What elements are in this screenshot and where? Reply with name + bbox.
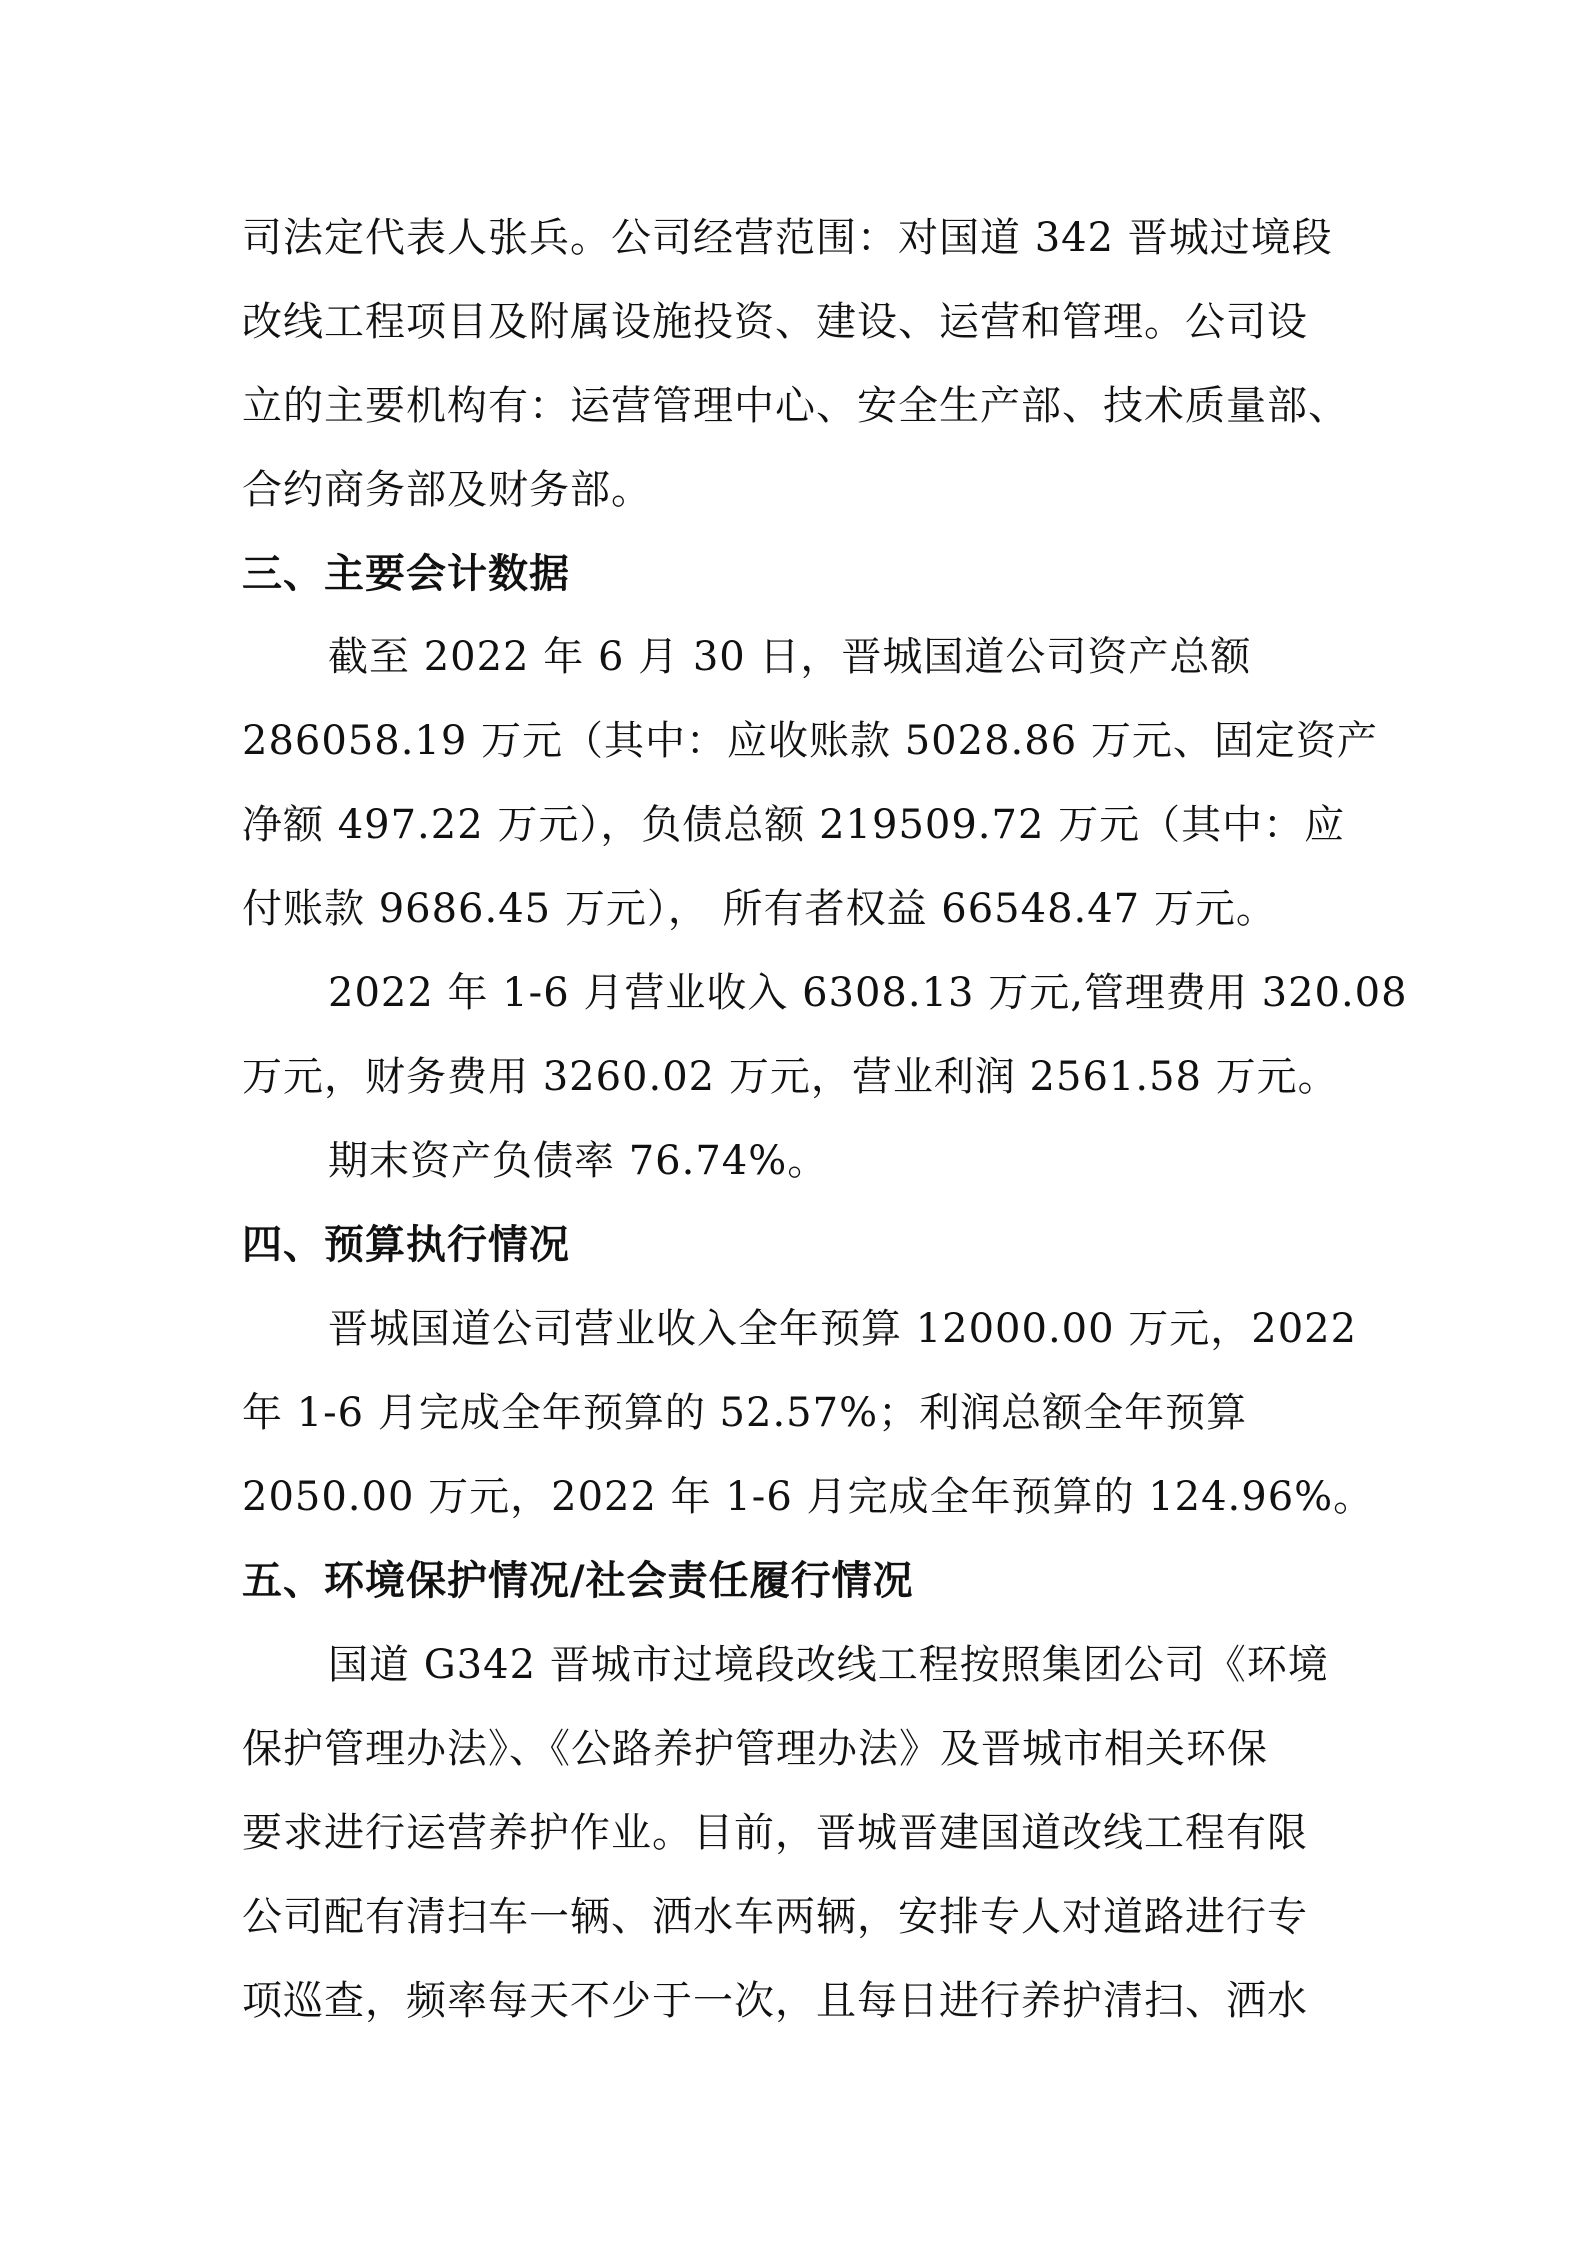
text-line: 立的主要机构有：运营管理中心、安全生产部、技术质量部、 [242, 383, 1349, 429]
section-heading: 四、预算执行情况 [242, 1222, 570, 1268]
text-line: 公司配有清扫车一辆、洒水车两辆，安排专人对道路进行专 [242, 1894, 1308, 1940]
section-heading: 五、环境保护情况/社会责任履行情况 [242, 1558, 914, 1604]
text-line: 付账款 9686.45 万元）， 所有者权益 66548.47 万元。 [242, 886, 1277, 932]
text-line: 净额 497.22 万元），负债总额 219509.72 万元（其中：应 [242, 802, 1346, 848]
section-heading: 三、主要会计数据 [242, 551, 570, 597]
text-line: 国道 G342 晋城市过境段改线工程按照集团公司《环境 [328, 1642, 1329, 1688]
text-line: 项巡查，频率每天不少于一次，且每日进行养护清扫、洒水 [242, 1978, 1308, 2024]
text-line: 286058.19 万元（其中：应收账款 5028.86 万元、固定资产 [242, 718, 1378, 764]
text-line: 年 1-6 月完成全年预算的 52.57%；利润总额全年预算 [242, 1390, 1248, 1436]
text-line: 晋城国道公司营业收入全年预算 12000.00 万元，2022 [328, 1306, 1358, 1352]
text-line: 截至 2022 年 6 月 30 日，晋城国道公司资产总额 [328, 634, 1252, 680]
text-line: 要求进行运营养护作业。目前，晋城晋建国道改线工程有限 [242, 1810, 1308, 1856]
text-line: 合约商务部及财务部。 [242, 467, 652, 513]
text-line: 2050.00 万元，2022 年 1-6 月完成全年预算的 124.96%。 [242, 1474, 1375, 1520]
text-line: 改线工程项目及附属设施投资、建设、运营和管理。公司设 [242, 299, 1308, 345]
text-line: 司法定代表人张兵。公司经营范围：对国道 342 晋城过境段 [242, 215, 1333, 261]
text-line: 2022 年 1-6 月营业收入 6308.13 万元,管理费用 320.08 [328, 970, 1408, 1016]
text-line: 万元，财务费用 3260.02 万元，营业利润 2561.58 万元。 [242, 1054, 1339, 1100]
text-line: 期末资产负债率 76.74%。 [328, 1138, 829, 1184]
text-line: 保护管理办法》、《公路养护管理办法》及晋城市相关环保 [242, 1726, 1268, 1772]
